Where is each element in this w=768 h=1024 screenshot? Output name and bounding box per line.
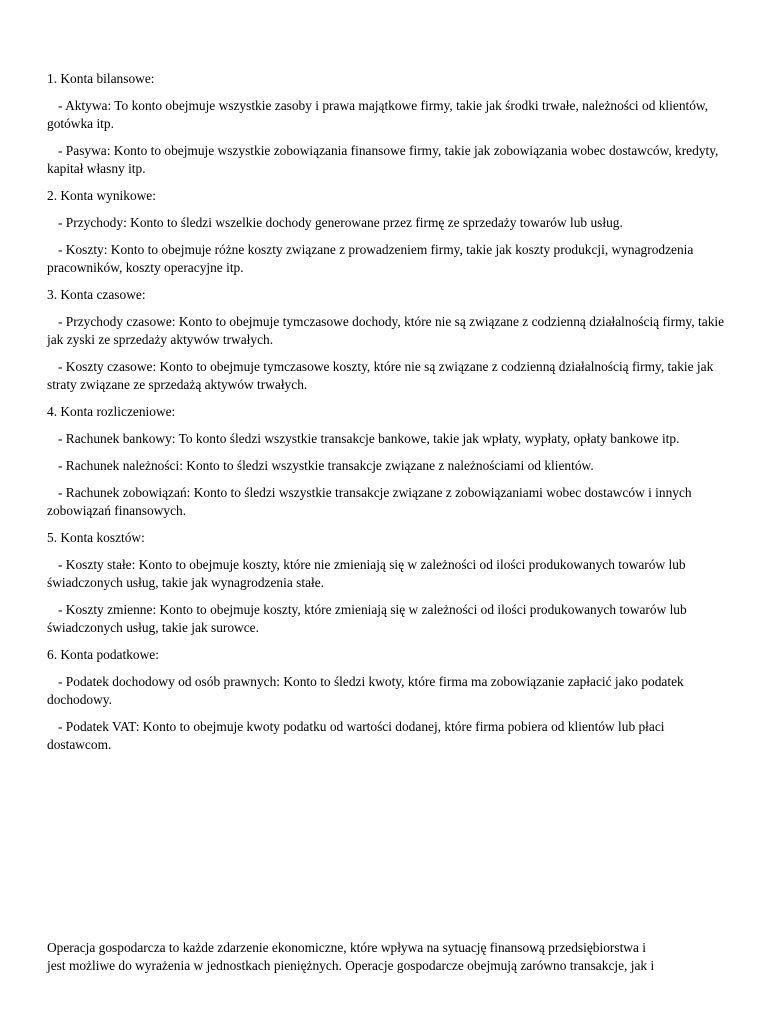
paragraph-line-1: Operacja gospodarcza to każde zdarzenie ekonomiczne, które wpływa na sytuację finansową przedsiębiorstwa i <box>47 940 646 955</box>
list-item-costs: - Koszty: Konto to obejmuje różne koszty związane z prowadzeniem firmy, takie jak koszty produkcji, wynagrodzenia pracowników, koszty operacyjne itp. <box>47 242 694 275</box>
list-item-temporary-costs: - Koszty czasowe: Konto to obejmuje tymczasowe koszty, które nie są związane z codzienną działalnością firmy, takie jak straty związane ze sprzedażą aktywów trwałych. <box>47 359 714 392</box>
operation-paragraph <box>47 939 727 975</box>
list-item-assets: - Aktywa: To konto obejmuje wszystkie zasoby i prawa majątkowe firmy, takie jak środki trwałe, należności od klientów, gotówka itp. <box>47 98 709 131</box>
list-item-payables: - Rachunek zobowiązań: Konto to śledzi wszystkie transakcje związane z zobowiązaniami wobec dostawców i innych zobowiązań finansowych. <box>47 485 692 518</box>
list-item-income-tax: - Podatek dochodowy od osób prawnych: Konto to śledzi kwoty, które firma ma zobowiązanie zapłacić jako podatek dochodowy. <box>47 674 684 707</box>
list-item-temporary-revenues: - Przychody czasowe: Konto to obejmuje tymczasowe dochody, które nie są związane z codzienną działalnością firmy, takie jak zyski ze sprzedaży aktywów trwałych. <box>47 314 725 347</box>
list-item-variable-costs: - Koszty zmienne: Konto to obejmuje koszty, które zmieniają się w zależności od ilości produkowanych towarów lub świadczonych usług, takie jak surowce. <box>47 602 687 635</box>
list-item-revenues: - Przychody: Konto to śledzi wszelkie dochody generowane przez firmę ze sprzedaży towarów lub usług. <box>58 215 623 230</box>
section-heading-temporal: 3. Konta czasowe: <box>47 287 146 302</box>
list-item-liabilities: - Pasywa: Konto to obejmuje wszystkie zobowiązania finansowe firmy, takie jak zobowiązania wobec dostawców, kredyty, kapitał własny itp. <box>47 143 719 176</box>
list-item-receivables: - Rachunek należności: Konto to śledzi wszystkie transakcje związane z należnościami od klientów. <box>58 458 594 473</box>
section-heading-result: 2. Konta wynikowe: <box>47 188 156 203</box>
section-heading-balance: 1. Konta bilansowe: <box>47 71 155 86</box>
paragraph-line-2: jest możliwe do wyrażenia w jednostkach pieniężnych. Operacje gospodarcze obejmują zarówno transakcje, jak i <box>47 958 655 973</box>
list-item-fixed-costs: - Koszty stałe: Konto to obejmuje koszty, które nie zmieniają się w zależności od ilości produkowanych towarów lub świadczonych usług, takie jak wynagrodzenia stałe. <box>47 557 686 590</box>
section-heading-cost-accounts: 5. Konta kosztów: <box>47 530 145 545</box>
list-item-vat: - Podatek VAT: Konto to obejmuje kwoty podatku od wartości dodanej, które firma pobiera od klientów lub płaci dostawcom. <box>47 719 665 752</box>
account-types-list <box>47 70 727 763</box>
list-item-bank-account: - Rachunek bankowy: To konto śledzi wszystkie transakcje bankowe, takie jak wpłaty, wypłaty, opłaty bankowe itp. <box>58 431 680 446</box>
section-heading-tax: 6. Konta podatkowe: <box>47 647 159 662</box>
section-heading-settlement: 4. Konta rozliczeniowe: <box>47 404 176 419</box>
